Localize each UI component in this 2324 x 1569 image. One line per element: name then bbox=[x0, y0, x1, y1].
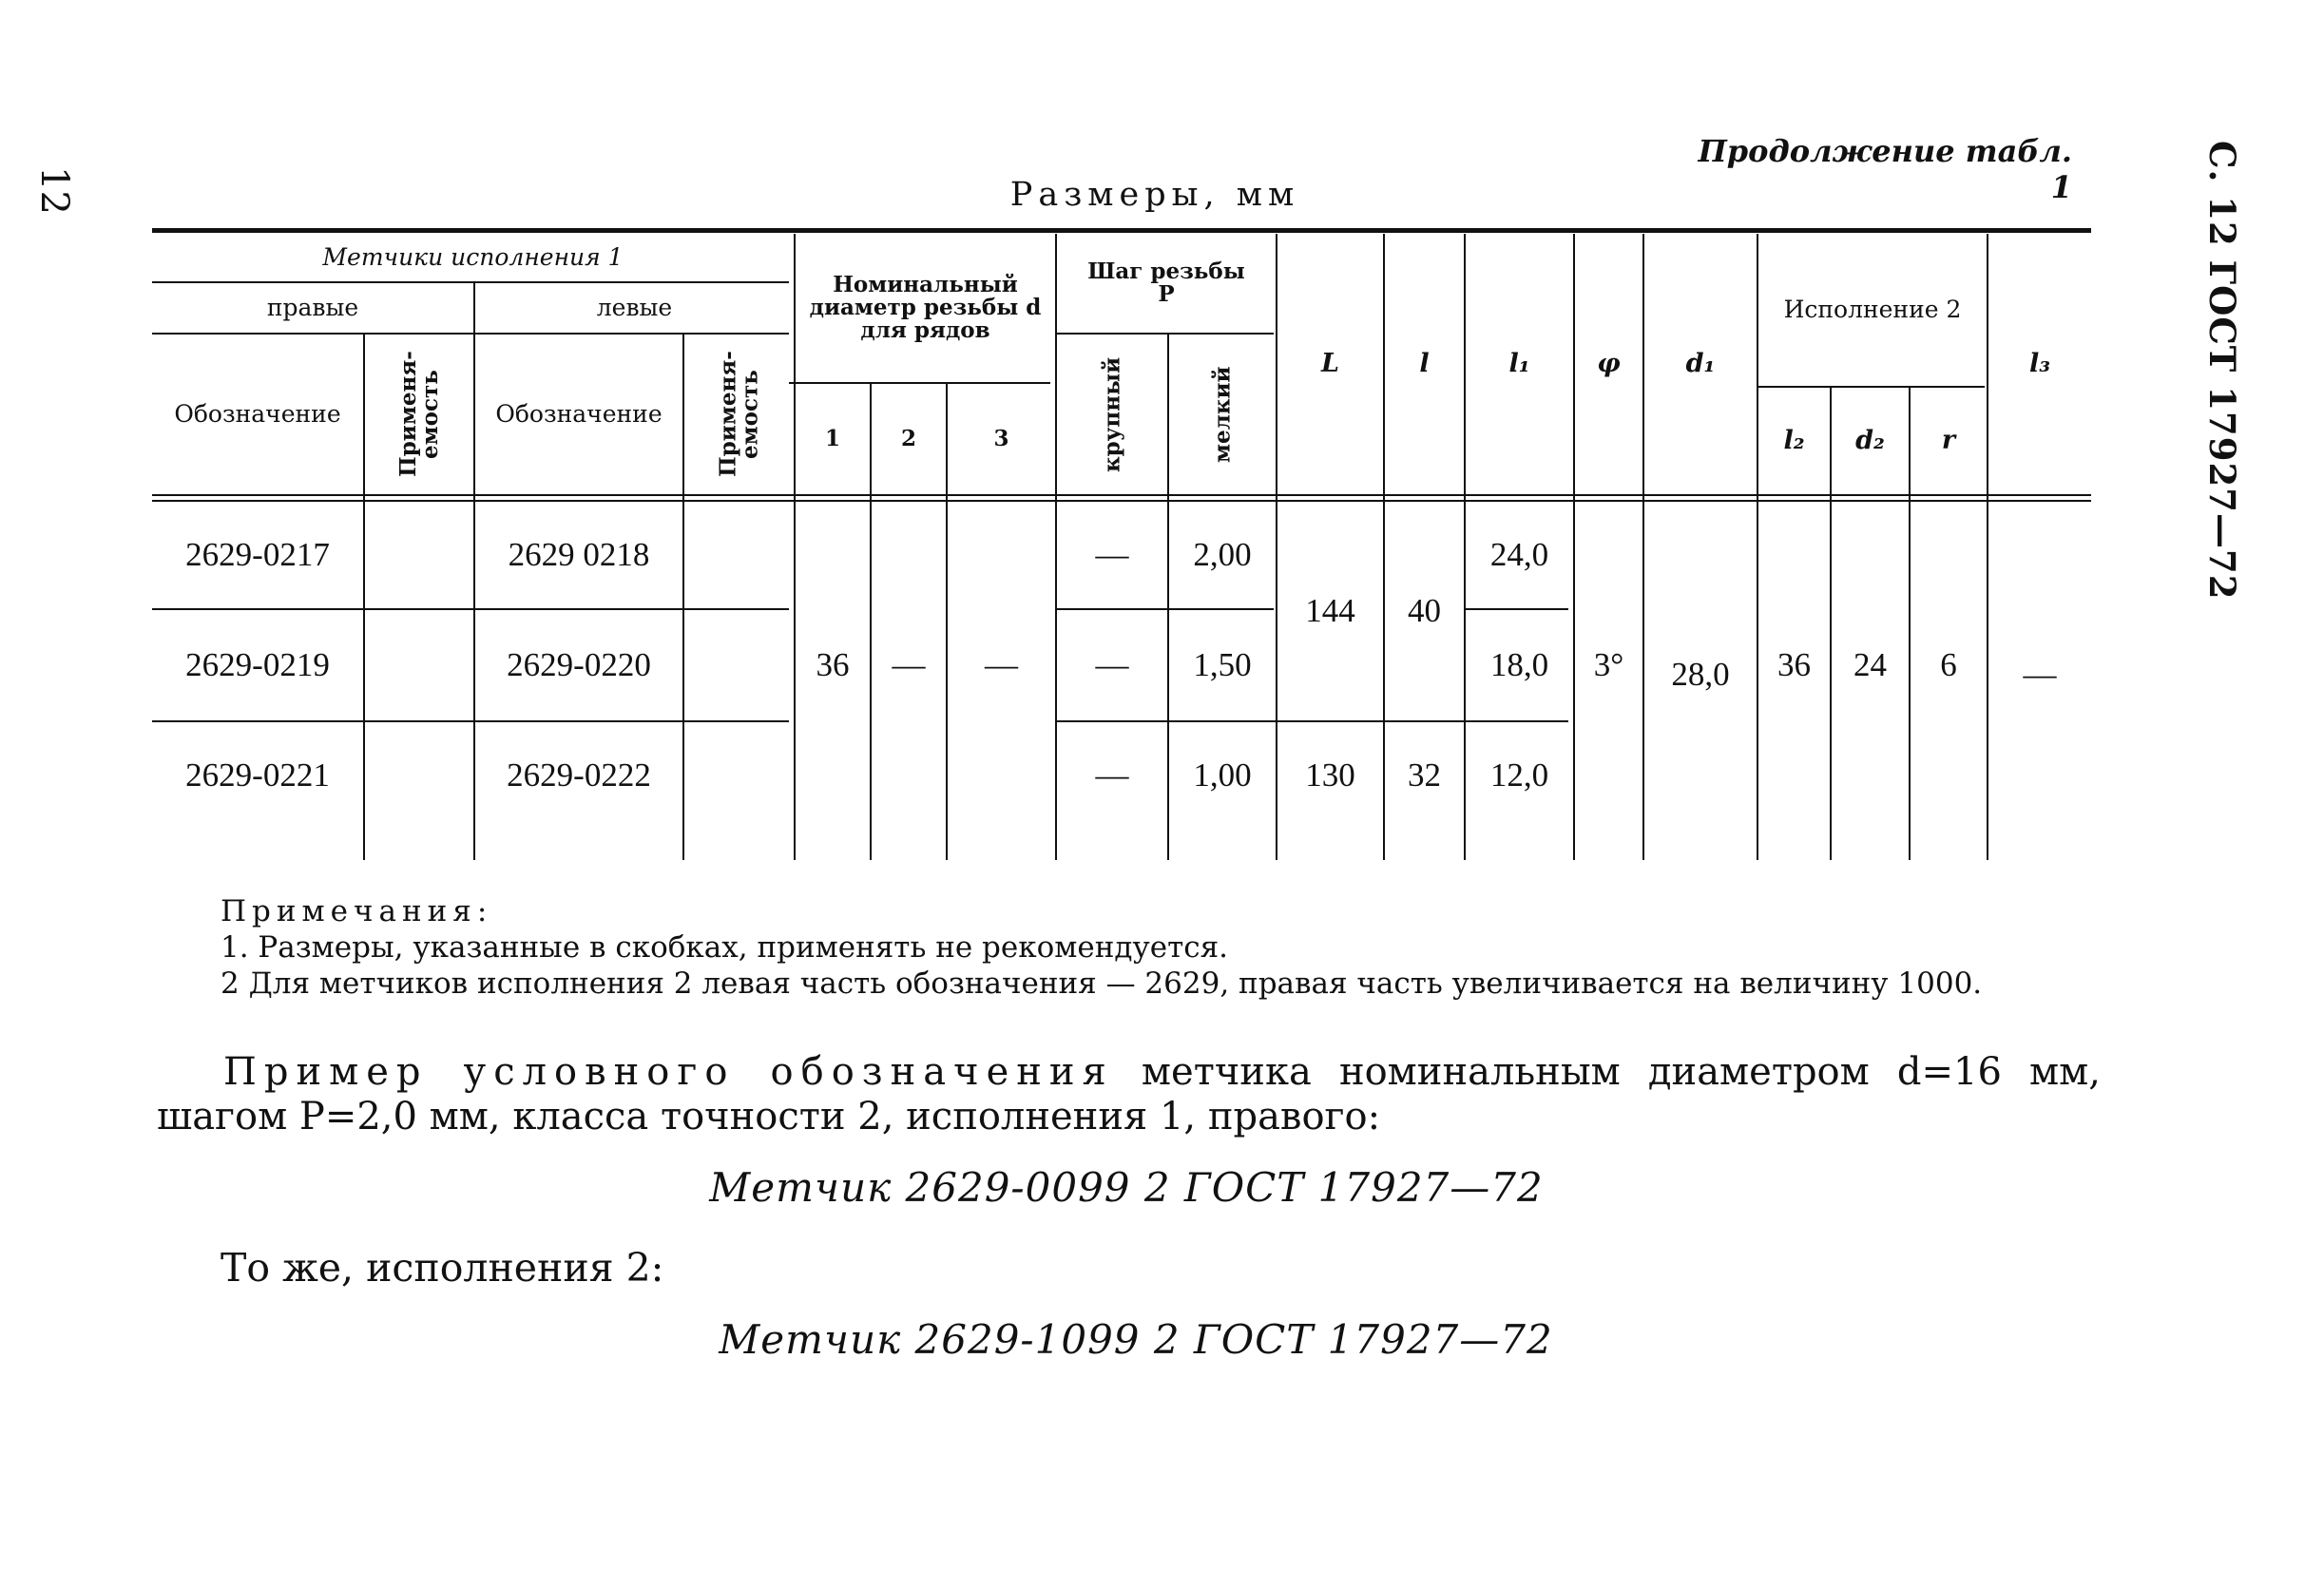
example-text: метчика номинальным диаметром d=16 мм, шагом P=2,0 мм, класса точности 2, исполнения 1, правого: bbox=[157, 1050, 2101, 1138]
row2-right-designation: 2629-0219 bbox=[185, 645, 330, 683]
same-version-2: То же, исполнения 2: bbox=[221, 1245, 664, 1291]
header-fine: мелкий bbox=[1209, 366, 1236, 463]
row1-fine: 2,00 bbox=[1193, 535, 1252, 573]
l-value-top: 40 bbox=[1408, 591, 1441, 629]
header-row-1: 1 bbox=[824, 425, 840, 451]
header-applicability-right: Применя- емость bbox=[395, 351, 443, 478]
r-value: 6 bbox=[1940, 645, 1957, 683]
d1-value: 28,0 bbox=[1671, 655, 1730, 693]
header-phi: φ bbox=[1597, 348, 1621, 378]
header-version-2: Исполнение 2 bbox=[1783, 295, 1962, 323]
row2-coarse: — bbox=[1095, 645, 1129, 683]
table-top-rule bbox=[152, 228, 2091, 233]
row2-fine: 1,50 bbox=[1193, 645, 1252, 683]
header-taps: Метчики исполнения 1 bbox=[322, 242, 624, 271]
header-row-2: 2 bbox=[900, 425, 916, 451]
row3-left-designation: 2629-0222 bbox=[507, 756, 651, 794]
notes-title: Примечания: bbox=[221, 894, 493, 928]
header-l: l bbox=[1419, 348, 1430, 378]
row1-left-designation: 2629 0218 bbox=[508, 535, 650, 573]
row3-l1: 12,0 bbox=[1489, 756, 1549, 794]
header-designation-left: Обозначение bbox=[495, 399, 663, 428]
row1-coarse: — bbox=[1095, 535, 1129, 573]
example-paragraph bbox=[157, 1050, 2101, 1139]
row1-right-designation: 2629-0217 bbox=[185, 535, 330, 573]
diameter-row-1: 36 bbox=[816, 645, 850, 683]
diameter-row-3: — bbox=[985, 645, 1018, 683]
header-nominal-diameter: Номинальный диаметр резьбы d для рядов bbox=[809, 271, 1042, 344]
L-value-top: 144 bbox=[1305, 591, 1355, 629]
table-continuation-caption: Продолжение табл. 1 bbox=[1698, 133, 2072, 205]
row3-right-designation: 2629-0221 bbox=[185, 756, 330, 794]
header-l3: l₃ bbox=[2028, 348, 2051, 378]
row3-fine: 1,00 bbox=[1193, 756, 1252, 794]
header-left: левые bbox=[596, 293, 673, 321]
row1-l1: 24,0 bbox=[1489, 535, 1549, 573]
header-r: r bbox=[1941, 425, 1956, 455]
sizes-caption: Размеры, мм bbox=[1009, 176, 1300, 214]
designation-example-2: Метчик 2629-1099 2 ГОСТ 17927—72 bbox=[719, 1316, 1553, 1363]
l3-value: — bbox=[2023, 655, 2057, 693]
L-value-bottom: 130 bbox=[1305, 756, 1355, 794]
header-l2: l₂ bbox=[1783, 425, 1805, 455]
d2-value: 24 bbox=[1853, 645, 1887, 683]
phi-value: 3° bbox=[1593, 645, 1624, 683]
header-bottom-rule bbox=[152, 494, 2091, 496]
page-number: 12 bbox=[32, 166, 76, 215]
note-1: 1. Размеры, указанные в скобках, применять не рекомендуется. bbox=[221, 930, 1228, 965]
header-row-3: 3 bbox=[993, 425, 1009, 451]
header-l1: l₁ bbox=[1508, 348, 1530, 378]
header-designation-right: Обозначение bbox=[174, 399, 341, 428]
header-coarse: крупный bbox=[1099, 356, 1125, 472]
header-d1: d₁ bbox=[1685, 348, 1716, 378]
row3-coarse: — bbox=[1095, 756, 1129, 794]
diameter-row-2: — bbox=[892, 645, 926, 683]
example-lead: Пример условного обозначения bbox=[223, 1050, 1114, 1094]
header-L: L bbox=[1321, 348, 1339, 378]
notes bbox=[221, 893, 1982, 1002]
note-2: 2 Для метчиков исполнения 2 левая часть обозначения — 2629, правая часть увеличивается на величину 1000. bbox=[221, 966, 1983, 1001]
header-right: правые bbox=[266, 293, 359, 321]
row2-left-designation: 2629-0220 bbox=[507, 645, 651, 683]
header-applicability-left: Применя- емость bbox=[715, 351, 763, 478]
side-header: С. 12 ГОСТ 17927—72 bbox=[2201, 141, 2243, 601]
header-d2: d₂ bbox=[1855, 425, 1885, 455]
header-thread-pitch: Шаг резьбы P bbox=[1087, 258, 1245, 307]
l2-value: 36 bbox=[1777, 645, 1811, 683]
l-value-bottom: 32 bbox=[1408, 756, 1441, 794]
designation-example-1: Метчик 2629-0099 2 ГОСТ 17927—72 bbox=[709, 1164, 1544, 1211]
row2-l1: 18,0 bbox=[1489, 645, 1549, 683]
